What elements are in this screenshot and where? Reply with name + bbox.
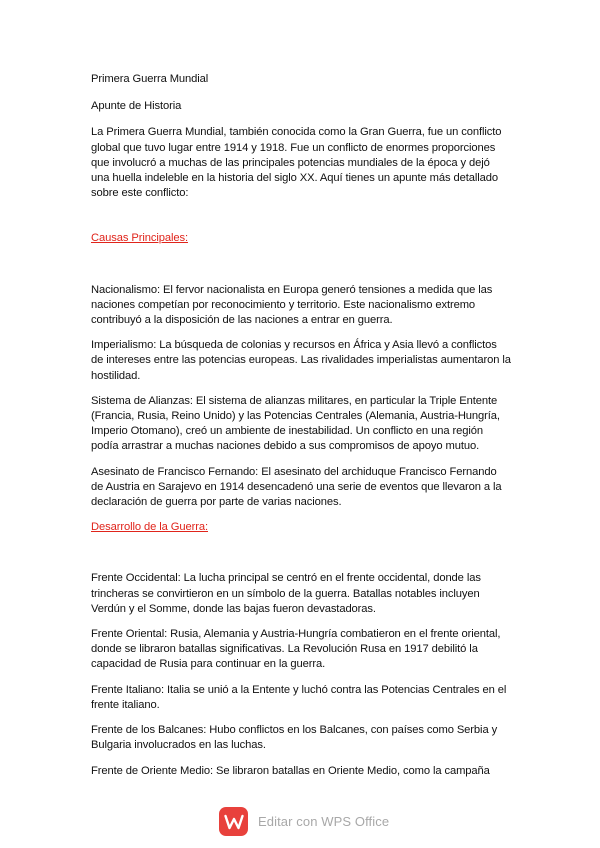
section-heading-desarrollo: Desarrollo de la Guerra: [91, 521, 208, 534]
list-item: Nacionalismo: El fervor nacionalista en Europa generó tensiones a medida que las naciones competían por reconocimiento y territorio. Este nacionalismo extremo contribuyó a la disposición de las naciones a entrar en guerra. [91, 283, 493, 327]
document-subtitle: Apunte de Historia [91, 100, 182, 113]
list-item: Frente de Oriente Medio: Se libraron batallas en Oriente Medio, como la campaña [91, 764, 490, 777]
list-item: Asesinato de Francisco Fernando: El asesinato del archiduque Francisco Fernando de Austria en Sarajevo en 1914 desencadenó una serie de eventos que llevaron a la declaración de guerra por parte de varias naciones. [91, 465, 502, 509]
list-item: Imperialismo: La búsqueda de colonias y recursos en África y Asia llevó a conflictos de intereses entre las potencias europeas. Las rivalidades imperialistas aumentaron la hostilidad. [91, 339, 511, 382]
wps-watermark[interactable] [219, 807, 389, 836]
list-item: Frente Occidental: La lucha principal se centró en el frente occidental, donde las trincheras se convirtieron en un símbolo de la guerra. Batallas notables incluyen Verdún y el Somme, donde las bajas fueron devastadoras. [91, 572, 481, 615]
list-item: Frente Italiano: Italia se unió a la Entente y luchó contra las Potencias Centrales en el frente italiano. [91, 683, 507, 711]
wps-logo-icon [219, 807, 248, 836]
list-item: Frente Oriental: Rusia, Alemania y Austria-Hungría combatieron en el frente oriental, donde se libraron batallas significativas. La Revolución Rusa en 1917 debilitó la capacidad de Rusia para continuar en la guerra. [91, 628, 501, 671]
list-item: Frente de los Balcanes: Hubo conflictos en los Balcanes, con países como Serbia y Bulgaria involucrados en las luchas. [91, 724, 498, 752]
document-body [91, 72, 511, 789]
document-title: Primera Guerra Mundial [91, 73, 209, 85]
list-item: Sistema de Alianzas: El sistema de alianzas militares, en particular la Triple Entente (Francia, Rusia, Reino Unido) y las Potencias Centrales (Alemania, Austria-Hungría, Imperio Otomano), creó un ambiente de inestabilidad. Un conflicto en una región podía arrastrar a muchas naciones debido a sus compromisos de apoyo mutuo. [91, 394, 500, 453]
section-heading-causas: Causas Principales: [91, 232, 188, 245]
intro-paragraph: La Primera Guerra Mundial, también conocida como la Gran Guerra, fue un conflicto global que tuvo lugar entre 1914 y 1918. Fue un conflicto de enormes proporciones que involucró a muchas de las principales potencias mundiales de la época y dejó una huella indeleble en la historia del siglo XX. Aquí tienes un apunte más detallado sobre este conflicto: [91, 126, 502, 200]
watermark-label: Editar con WPS Office [258, 814, 390, 829]
